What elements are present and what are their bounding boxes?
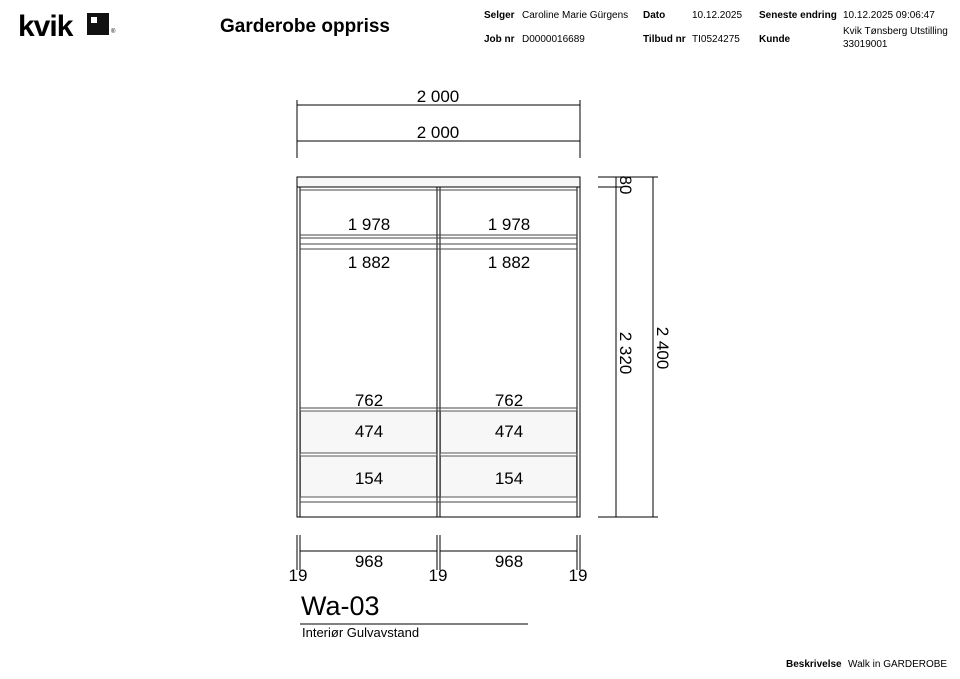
side-left: 19 xyxy=(288,566,308,585)
top-height-label: 80 xyxy=(616,175,635,195)
wardrobe-frame xyxy=(297,177,580,517)
col2-dim-d: 474 xyxy=(494,422,524,441)
col2-dim-e: 154 xyxy=(494,469,524,488)
page-title: Garderobe oppriss xyxy=(220,16,390,37)
dimension-lines xyxy=(297,100,658,570)
drawing-subtitle: Interiør Gulvavstand xyxy=(302,625,420,640)
beskrivelse-label: Beskrivelse xyxy=(786,659,842,670)
beskrivelse-value: Walk in GARDEROBE xyxy=(848,659,948,670)
col1-dim-c: 762 xyxy=(354,391,384,410)
col1-dim-b: 1 882 xyxy=(347,253,391,272)
inner-height-label: 2 320 xyxy=(616,331,635,375)
col2-dim-a: 1 978 xyxy=(487,215,531,234)
col2-dim-b: 1 882 xyxy=(487,253,531,272)
inner-width-label: 2 000 xyxy=(416,123,460,142)
col1-dim-a: 1 978 xyxy=(347,215,391,234)
kunde-number: 33019001 xyxy=(843,39,888,50)
seneste-label: Seneste endring xyxy=(759,10,837,21)
total-height-label: 2 400 xyxy=(653,326,672,370)
col1-width: 968 xyxy=(354,552,384,571)
dato-value: 10.12.2025 xyxy=(692,10,743,21)
col1-dim-d: 474 xyxy=(354,422,384,441)
kunde-value: Kvik Tønsberg Utstilling xyxy=(843,26,948,37)
seneste-value: 10.12.2025 09:06:47 xyxy=(843,10,935,21)
col1-dim-e: 154 xyxy=(354,469,384,488)
tilbud-value: TI0524275 xyxy=(692,34,740,45)
drawing-code: Wa-03 xyxy=(301,591,380,621)
side-right: 19 xyxy=(568,566,588,585)
col2-width: 968 xyxy=(494,552,524,571)
registered-icon: ® xyxy=(111,29,116,35)
jobnr-label: Job nr xyxy=(484,34,515,45)
jobnr-value: D0000016689 xyxy=(522,34,585,45)
kvik-logo: kvik xyxy=(18,10,73,43)
total-width-label: 2 000 xyxy=(416,87,460,106)
dato-label: Dato xyxy=(643,10,666,21)
kunde-label: Kunde xyxy=(759,34,791,45)
selger-label: Selger xyxy=(484,10,515,21)
selger-value: Caroline Marie Gürgens xyxy=(522,10,629,21)
col2-dim-c: 762 xyxy=(494,391,524,410)
tilbud-label: Tilbud nr xyxy=(643,34,686,45)
side-middle: 19 xyxy=(428,566,448,585)
